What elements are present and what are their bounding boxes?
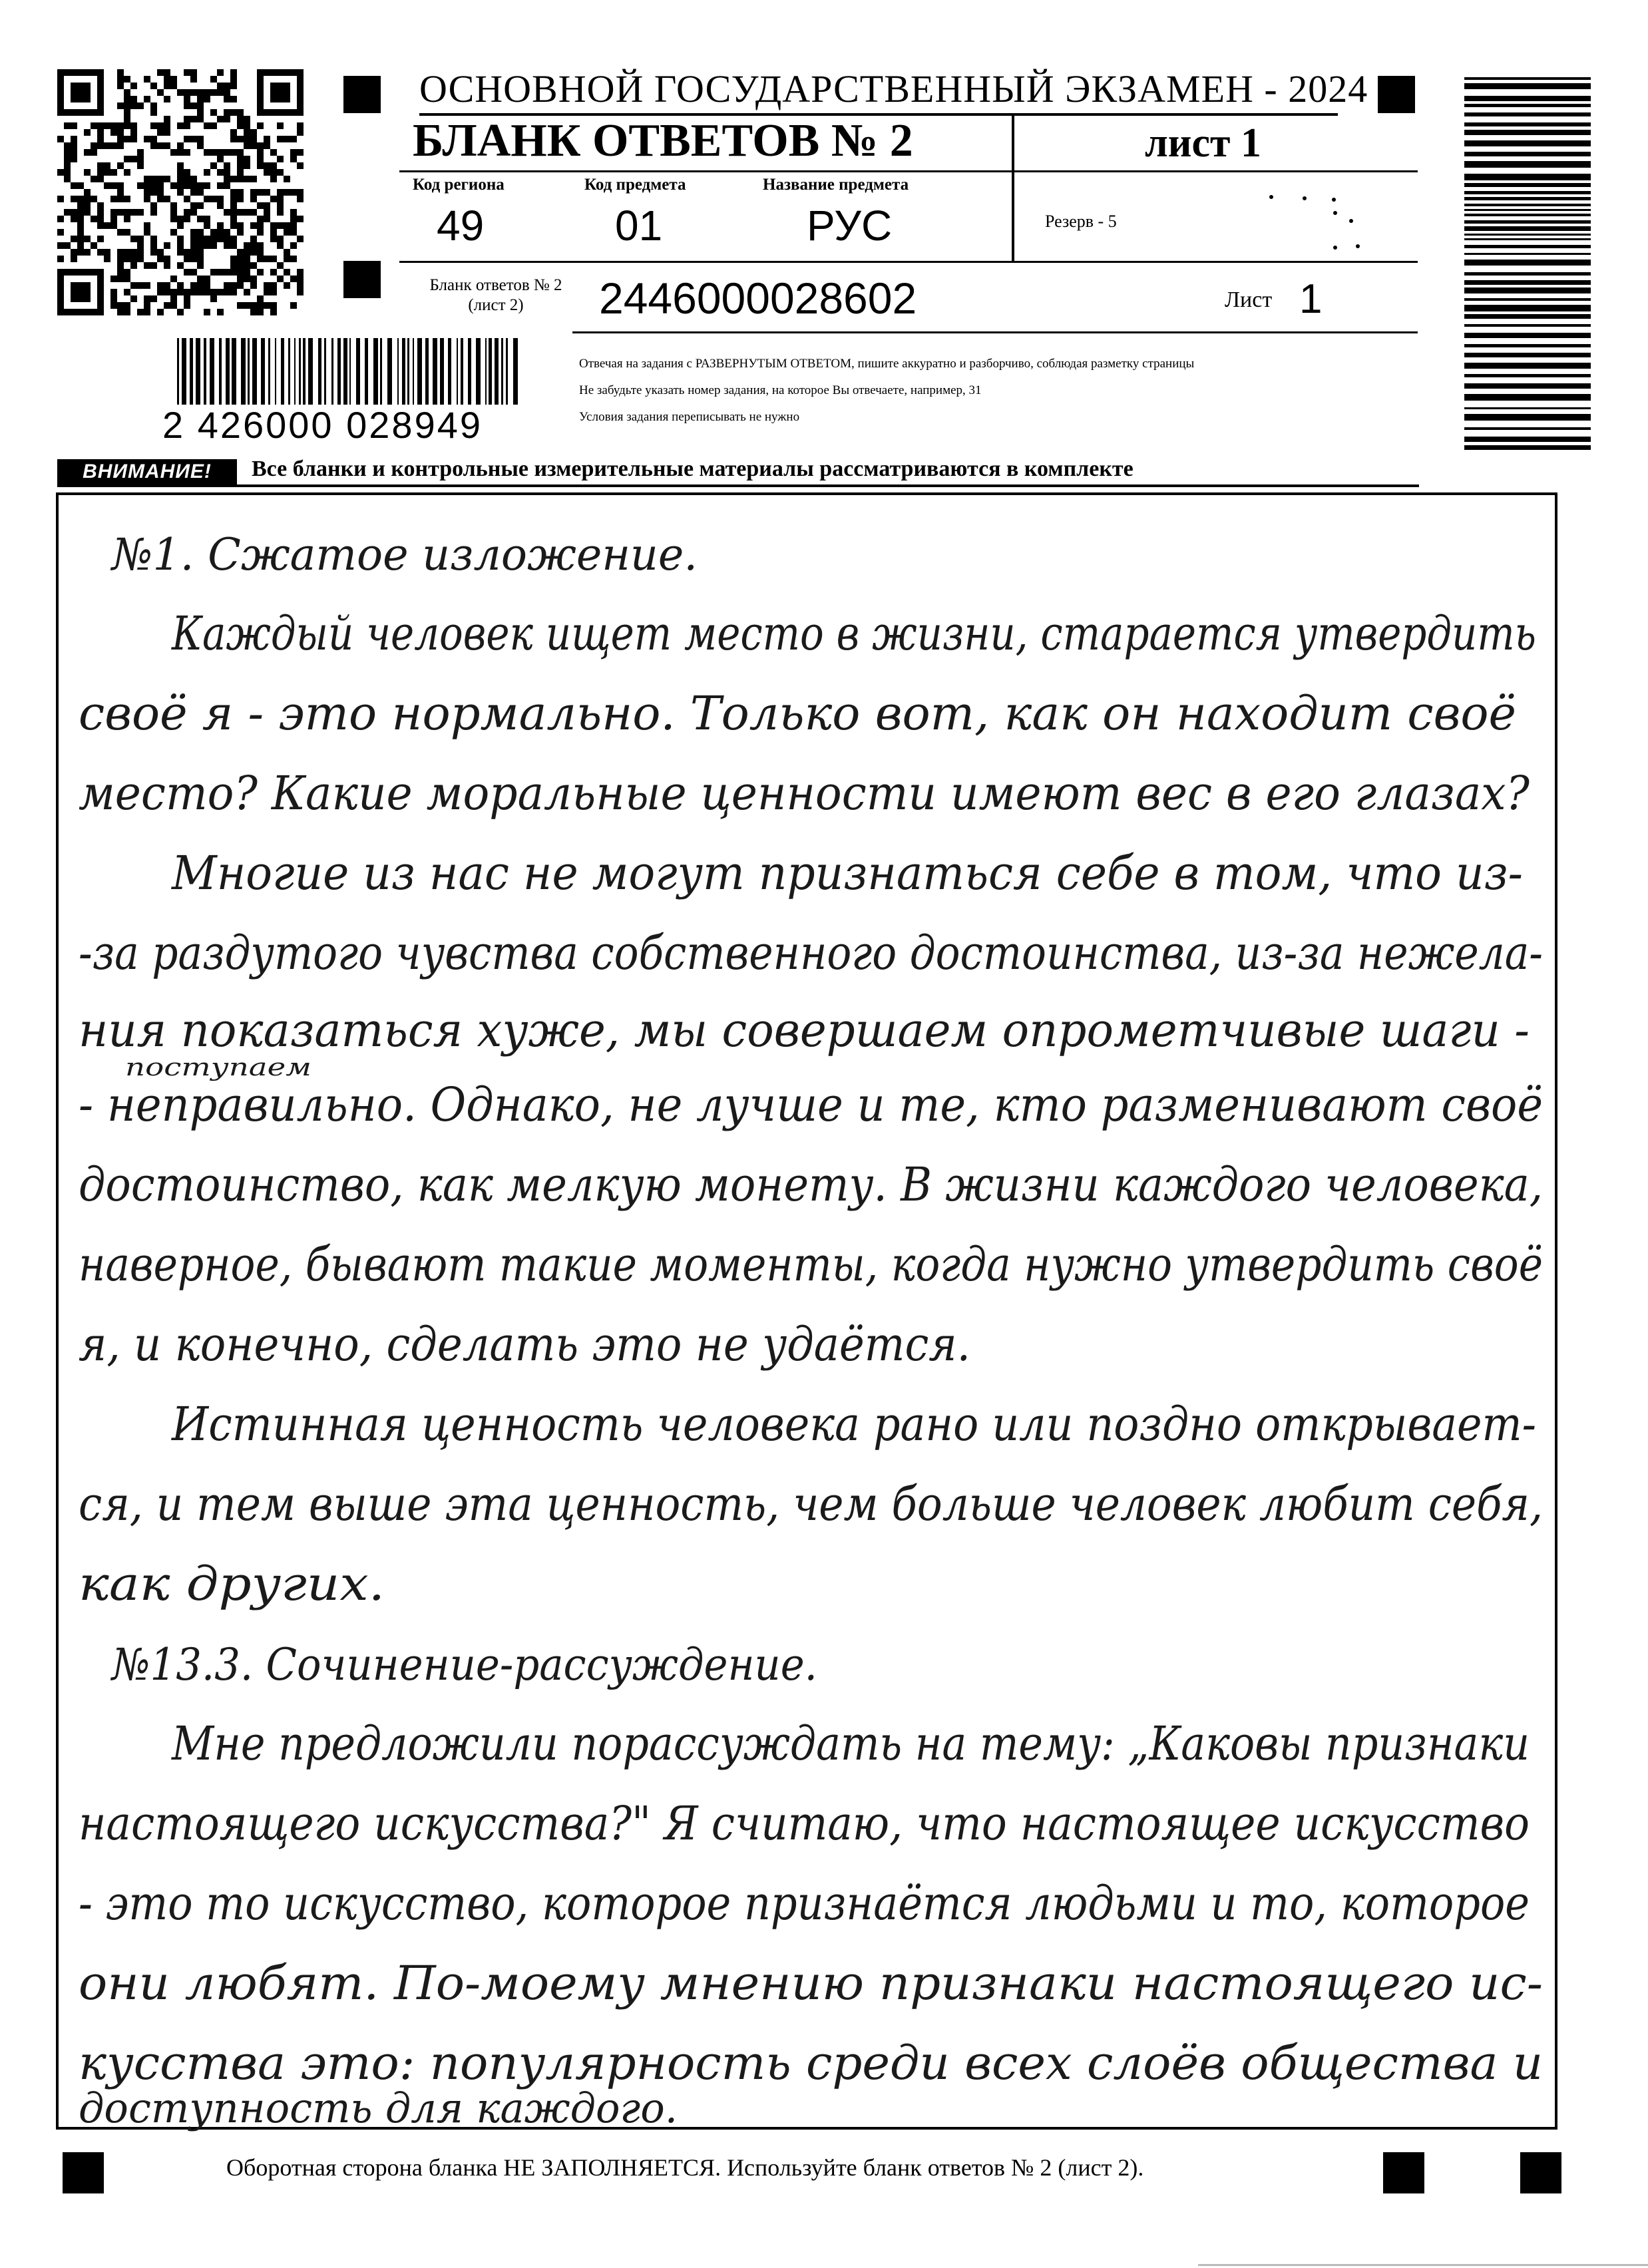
header-divider [1012,116,1014,262]
instruction-1: Отвечая на задания с РАЗВЕРНУТЫМ ОТВЕТОМ, пишите аккуратно и разборчиво, соблюдая разметку страницы [579,357,1195,371]
hw-line: Мне предложили порассуждать на тему: „Каковы признаки [170,1716,1530,1771]
hw-line: настоящего искусства?" Я считаю, что настоящее искусство [79,1796,1530,1851]
form-ref-number: 2446000028602 [599,274,917,323]
hw-line: наверное, бывают такие моменты, когда нужно утвердить своё [79,1237,1543,1292]
subject-code-value: 01 [615,202,663,250]
hw-line: -за раздутого чувства собственного достоинства, из-за нежела- [79,926,1543,980]
instruction-3: Условия задания переписывать не нужно [579,410,800,424]
barcode-left [177,338,526,405]
hw-line: ния показаться хуже, мы совершаем опрометчивые шаги - [79,1003,1530,1057]
hw-insertion: поступаем [125,1054,311,1081]
form-ref-label-line1: Бланк ответов № 2 [429,276,562,294]
hw-line: достоинство, как мелкую монету. В жизни каждого человека, [79,1157,1543,1212]
region-value: 49 [437,202,485,250]
form-ref-label-line2: (лист 2) [468,296,524,314]
qr-code [57,69,304,315]
hw-line: я, и конечно, сделать это не удаётся. [79,1317,970,1372]
corner-marker-bottom-left [63,2152,104,2193]
answer-area [56,492,1557,2130]
hw-line: Многие из нас не могут признаться себе в том, что из- [170,846,1523,900]
hw-line: они любят. По-моему мнению признаки настоящего ис- [79,1956,1543,2010]
hw-line: №1. Сжатое изложение. [110,529,698,580]
header-rule-2 [399,261,1418,263]
header-rule-right [1012,170,1418,172]
hw-line: - это то искусство, которое признаётся людьми и то, которое [79,1876,1530,1931]
hw-line: ся, и тем выше эта ценность, чем больше человек любит себя, [79,1477,1543,1531]
instruction-2: Не забудьте указать номер задания, на которое Вы отвечаете, например, 31 [579,383,982,397]
exam-title: ОСНОВНОЙ ГОСУДАРСТВЕННЫЙ ЭКЗАМЕН - 2024 [419,67,1368,110]
hw-line: Истинная ценность человека рано или поздно открывает- [170,1397,1537,1451]
reserve-label: Резерв - 5 [1045,212,1117,231]
sheet-title: лист 1 [1145,120,1261,166]
corner-marker-top-left [343,76,381,113]
header-rule [399,170,1012,172]
handwritten-answer [59,495,1555,2132]
form-title: БЛАНК ОТВЕТОВ № 2 [413,115,913,166]
form-ref-label [399,276,592,315]
hw-line: доступность для каждого. [79,2084,678,2132]
hw-line: кусства это: популярность среди всех слоёв общества и [79,2036,1543,2090]
hw-line: Каждый человек ищет место в жизни, старается утвердить [170,606,1536,661]
attention-badge: ВНИМАНИЕ! [57,459,237,484]
hw-line: как других. [79,1557,385,1611]
corner-marker-bottom-right-2 [1520,2152,1561,2193]
hw-line: №13.3. Сочинение-рассуждение. [110,1639,817,1690]
subject-code-label: Код предмета [584,176,686,194]
hw-line: своё я - это нормально. Только вот, как он находит своё [79,686,1516,741]
corner-marker-top-right [1378,76,1415,113]
corner-marker-bottom-right-1 [1383,2152,1424,2193]
footer-note: Оборотная сторона бланка НЕ ЗАПОЛНЯЕТСЯ. Используйте бланк ответов № 2 (лист 2). [226,2154,1144,2181]
hw-line: - неправильно. Однако, не лучше и те, кто разменивают своё [79,1077,1543,1132]
bottom-edge-line [1198,2264,1648,2266]
barcode-right [1464,77,1591,450]
sheet-label: Лист [1225,287,1273,312]
attention-rule [57,484,1419,487]
subject-name-label: Название предмета [763,176,909,194]
hw-line: место? Какие моральные ценности имеют вес в его глазах? [79,766,1530,821]
sheet-number: 1 [1299,276,1323,322]
attention-text: Все бланки и контрольные измерительные материалы рассматриваются в комплекте [252,457,1133,481]
reserve-dots [1251,186,1384,260]
region-label: Код региона [413,176,505,194]
corner-marker-mid-left [343,261,381,298]
header-rule-3 [572,331,1418,333]
barcode-digits: 2 426000 028949 [162,404,483,446]
subject-name-value: РУС [807,202,893,250]
